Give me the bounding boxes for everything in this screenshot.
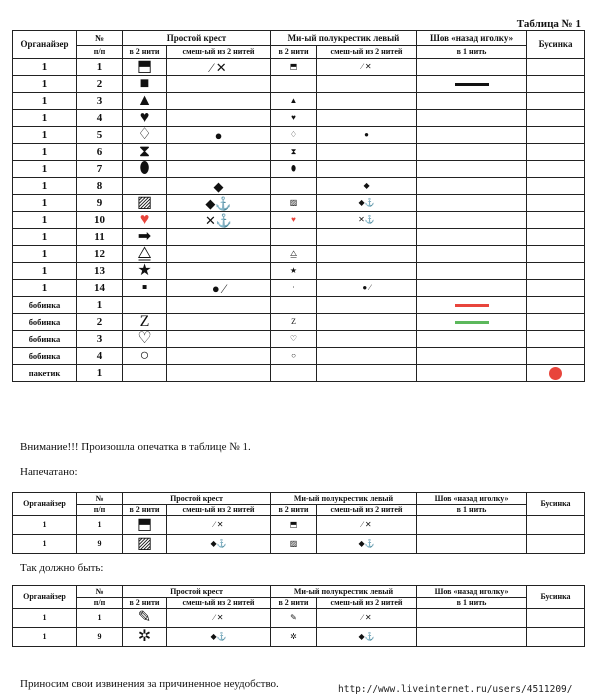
correct-header-no-bottom: п/п	[77, 598, 123, 609]
cross-mixed-symbol	[167, 161, 271, 178]
half-two-threads-symbol: Z	[271, 314, 317, 331]
bead-dot	[549, 367, 562, 380]
printed-label: Напечатано:	[20, 466, 78, 478]
printed-header-no-bottom: п/п	[77, 505, 123, 516]
half-mixed-symbol	[317, 93, 417, 110]
notice-text: Внимание!!! Произошла опечатка в таблице № 1.	[20, 441, 251, 453]
half-two-threads-symbol: ⬒	[271, 59, 317, 76]
half-two-threads-symbol: ⧗	[271, 144, 317, 161]
organizer-cell: 1	[13, 127, 77, 144]
cross-mixed-symbol: ◆	[167, 178, 271, 195]
table-row	[13, 246, 585, 263]
header-cross-mixed: смеш-ый из 2 нитей	[167, 46, 271, 59]
half-two-threads-symbol	[271, 229, 317, 246]
table-row	[13, 331, 585, 348]
header-half-mixed: смеш-ый из 2 нитей	[317, 46, 417, 59]
half-mixed-symbol: ●	[317, 127, 417, 144]
backstitch-cell	[417, 263, 527, 280]
half-two-threads-symbol: ○	[271, 348, 317, 365]
table-row	[13, 127, 585, 144]
printed-header-back: Шов «назад иголку»	[417, 493, 527, 505]
printed-header-cross-two: в 2 нити	[123, 505, 167, 516]
cross-two-threads-symbol: ▲	[123, 93, 167, 110]
cross-mixed-symbol	[167, 263, 271, 280]
table-row	[13, 110, 585, 127]
table-row	[13, 535, 585, 554]
half-mixed-symbol	[317, 365, 417, 382]
correct-header-bead: Бусинка	[527, 586, 585, 609]
cross-mixed-symbol	[167, 144, 271, 161]
half-mixed-symbol: ⁄ ✕	[317, 59, 417, 76]
organizer-cell: бобинка	[13, 314, 77, 331]
cross-mixed-symbol: ⁄ ✕	[167, 59, 271, 76]
half-mixed-symbol: ◆⚓	[317, 195, 417, 212]
backstitch-cell	[417, 609, 527, 628]
backstitch-cell	[417, 127, 527, 144]
bead-cell	[527, 365, 585, 382]
organizer-cell: 1	[13, 110, 77, 127]
bead-cell	[527, 127, 585, 144]
backstitch-cell	[417, 76, 527, 93]
number-cell: 1	[77, 59, 123, 76]
half-two-threads-symbol	[271, 76, 317, 93]
bead-cell	[527, 144, 585, 161]
organizer-cell: бобинка	[13, 348, 77, 365]
backstitch-cell	[417, 246, 527, 263]
backstitch-cell	[417, 280, 527, 297]
cross-two-threads-symbol: ♡	[123, 331, 167, 348]
cross-two-threads-symbol	[123, 297, 167, 314]
cross-mixed-symbol	[167, 314, 271, 331]
backstitch-cell	[417, 110, 527, 127]
number-cell: 9	[77, 195, 123, 212]
number-cell: 9	[77, 628, 123, 647]
black-line	[455, 83, 489, 86]
cross-two-threads-symbol: ■	[123, 76, 167, 93]
organizer-cell: 1	[13, 144, 77, 161]
correct-header-no-top: №	[77, 586, 123, 598]
backstitch-cell	[417, 59, 527, 76]
organizer-cell: 1	[13, 76, 77, 93]
half-mixed-symbol	[317, 110, 417, 127]
bead-cell	[527, 314, 585, 331]
cross-two-threads-symbol: ▨	[123, 535, 167, 554]
table-row	[13, 628, 585, 647]
watermark-url: http://www.liveinternet.ru/users/4511209/	[338, 684, 573, 695]
cross-mixed-symbol: ✕⚓	[167, 212, 271, 229]
backstitch-cell	[417, 229, 527, 246]
table-row	[13, 609, 585, 628]
printed-header-half: Ми-ый полукрестик левый	[271, 493, 417, 505]
organizer-cell: 1	[13, 195, 77, 212]
backstitch-cell	[417, 365, 527, 382]
table-row	[13, 297, 585, 314]
cross-two-threads-symbol: ✎	[123, 609, 167, 628]
number-cell: 2	[77, 314, 123, 331]
printed-header-back-one: в 1 нить	[417, 505, 527, 516]
table-row	[13, 195, 585, 212]
half-two-threads-symbol: ·	[271, 280, 317, 297]
half-two-threads-symbol: ✎	[271, 609, 317, 628]
cross-two-threads-symbol: ⬒	[123, 59, 167, 76]
backstitch-cell	[417, 516, 527, 535]
number-cell: 1	[77, 516, 123, 535]
bead-cell	[527, 348, 585, 365]
number-cell: 7	[77, 161, 123, 178]
backstitch-cell	[417, 212, 527, 229]
half-two-threads-symbol	[271, 178, 317, 195]
cross-mixed-symbol	[167, 348, 271, 365]
printed-header-half-two: в 2 нити	[271, 505, 317, 516]
table-row	[13, 59, 585, 76]
cross-two-threads-symbol: ♥	[123, 212, 167, 229]
correct-label: Так должно быть:	[20, 562, 104, 574]
bead-cell	[527, 535, 585, 554]
half-mixed-symbol	[317, 331, 417, 348]
cross-two-threads-symbol: ▪	[123, 280, 167, 297]
backstitch-cell	[417, 348, 527, 365]
correct-header-half-two: в 2 нити	[271, 598, 317, 609]
table-row	[13, 229, 585, 246]
organizer-cell: 1	[13, 246, 77, 263]
cross-mixed-symbol: ◆⚓	[167, 195, 271, 212]
cross-mixed-symbol: ● ⁄	[167, 280, 271, 297]
bead-cell	[527, 93, 585, 110]
half-two-threads-symbol: ♥	[271, 110, 317, 127]
half-two-threads-symbol	[271, 297, 317, 314]
number-cell: 13	[77, 263, 123, 280]
organizer-cell: 1	[13, 535, 77, 554]
correct-header-back-one: в 1 нить	[417, 598, 527, 609]
organizer-cell: пакетик	[13, 365, 77, 382]
number-cell: 4	[77, 348, 123, 365]
backstitch-cell	[417, 93, 527, 110]
half-two-threads-symbol	[271, 365, 317, 382]
table-row	[13, 263, 585, 280]
organizer-cell: 1	[13, 59, 77, 76]
number-cell: 4	[77, 110, 123, 127]
half-mixed-symbol	[317, 263, 417, 280]
table-row	[13, 280, 585, 297]
bead-cell	[527, 331, 585, 348]
half-two-threads-symbol: ▨	[271, 195, 317, 212]
printed-header-bead: Бусинка	[527, 493, 585, 516]
cross-two-threads-symbol: ★	[123, 263, 167, 280]
header-half-two: в 2 нити	[271, 46, 317, 59]
correct-header-cross-two: в 2 нити	[123, 598, 167, 609]
bead-cell	[527, 628, 585, 647]
half-two-threads-symbol: ✲	[271, 628, 317, 647]
organizer-cell: 1	[13, 229, 77, 246]
half-mixed-symbol: ⁄ ✕	[317, 516, 417, 535]
cross-two-threads-symbol: ♢	[123, 127, 167, 144]
cross-two-threads-symbol: Z	[123, 314, 167, 331]
table-row	[13, 144, 585, 161]
bead-cell	[527, 297, 585, 314]
cross-mixed-symbol	[167, 246, 271, 263]
half-two-threads-symbol: ▨	[271, 535, 317, 554]
cross-two-threads-symbol: ✲	[123, 628, 167, 647]
half-mixed-symbol: ● ⁄	[317, 280, 417, 297]
header-back: Шов «назад иголку»	[417, 31, 527, 46]
cross-mixed-symbol	[167, 93, 271, 110]
half-mixed-symbol	[317, 76, 417, 93]
table-row	[13, 161, 585, 178]
organizer-cell: 1	[13, 93, 77, 110]
number-cell: 11	[77, 229, 123, 246]
cross-mixed-symbol	[167, 76, 271, 93]
half-two-threads-symbol: ♥	[271, 212, 317, 229]
table-row	[13, 93, 585, 110]
organizer-cell: бобинка	[13, 331, 77, 348]
header-cross-two: в 2 нити	[123, 46, 167, 59]
half-two-threads-symbol: ⬒	[271, 516, 317, 535]
number-cell: 1	[77, 365, 123, 382]
organizer-cell: 1	[13, 280, 77, 297]
number-cell: 1	[77, 609, 123, 628]
number-cell: 6	[77, 144, 123, 161]
table-row	[13, 76, 585, 93]
header-no-top: №	[77, 31, 123, 46]
printed-header-cross: Простой крест	[123, 493, 271, 505]
printed-header-no-top: №	[77, 493, 123, 505]
table-row	[13, 314, 585, 331]
bead-cell	[527, 161, 585, 178]
bead-cell	[527, 246, 585, 263]
header-cross: Простой крест	[123, 31, 271, 46]
correct-table	[12, 585, 585, 647]
green-line	[455, 321, 489, 324]
cross-two-threads-symbol: ♥	[123, 110, 167, 127]
number-cell: 3	[77, 93, 123, 110]
cross-mixed-symbol: ⁄ ✕	[167, 516, 271, 535]
backstitch-cell	[417, 297, 527, 314]
backstitch-cell	[417, 195, 527, 212]
header-half: Ми-ый полукрестик левый	[271, 31, 417, 46]
half-mixed-symbol: ◆⚓	[317, 535, 417, 554]
half-two-threads-symbol: ⧋	[271, 246, 317, 263]
printed-header-cross-mixed: смеш-ый из 2 нитей	[167, 505, 271, 516]
cross-mixed-symbol	[167, 229, 271, 246]
cross-mixed-symbol: ⁄ ✕	[167, 609, 271, 628]
organizer-cell: 1	[13, 609, 77, 628]
backstitch-cell	[417, 161, 527, 178]
cross-two-threads-symbol: ○	[123, 348, 167, 365]
cross-mixed-symbol	[167, 365, 271, 382]
cross-mixed-symbol: ●	[167, 127, 271, 144]
half-two-threads-symbol: ★	[271, 263, 317, 280]
bead-cell	[527, 178, 585, 195]
organizer-cell: 1	[13, 516, 77, 535]
half-mixed-symbol	[317, 297, 417, 314]
table-row	[13, 348, 585, 365]
cross-mixed-symbol: ◆⚓	[167, 628, 271, 647]
organizer-cell: 1	[13, 161, 77, 178]
number-cell: 5	[77, 127, 123, 144]
bead-cell	[527, 280, 585, 297]
correct-header-half: Ми-ый полукрестик левый	[271, 586, 417, 598]
bead-cell	[527, 76, 585, 93]
correct-header-half-mixed: смеш-ый из 2 нитей	[317, 598, 417, 609]
backstitch-cell	[417, 144, 527, 161]
header-bead: Бусинка	[527, 31, 585, 59]
backstitch-cell	[417, 314, 527, 331]
correct-header-cross: Простой крест	[123, 586, 271, 598]
bead-cell	[527, 263, 585, 280]
organizer-cell: 1	[13, 212, 77, 229]
cross-two-threads-symbol: ▨	[123, 195, 167, 212]
cross-two-threads-symbol: ➡	[123, 229, 167, 246]
table-row	[13, 516, 585, 535]
correct-header-org: Органайзер	[13, 586, 77, 609]
cross-two-threads-symbol	[123, 365, 167, 382]
number-cell: 2	[77, 76, 123, 93]
red-line	[455, 304, 489, 307]
cross-mixed-symbol	[167, 297, 271, 314]
cross-two-threads-symbol: ⬮	[123, 161, 167, 178]
bead-cell	[527, 212, 585, 229]
printed-table	[12, 492, 585, 554]
half-mixed-symbol	[317, 229, 417, 246]
cross-two-threads-symbol: ⧗	[123, 144, 167, 161]
bead-cell	[527, 110, 585, 127]
table-row	[13, 365, 585, 382]
bead-cell	[527, 59, 585, 76]
number-cell: 8	[77, 178, 123, 195]
half-two-threads-symbol: ⬮	[271, 161, 317, 178]
backstitch-cell	[417, 178, 527, 195]
printed-header-half-mixed: смеш-ый из 2 нитей	[317, 505, 417, 516]
half-mixed-symbol: ◆⚓	[317, 628, 417, 647]
bead-cell	[527, 195, 585, 212]
header-org: Органайзер	[13, 31, 77, 59]
organizer-cell: 1	[13, 178, 77, 195]
main-table	[12, 30, 585, 382]
organizer-cell: 1	[13, 263, 77, 280]
cross-mixed-symbol: ◆⚓	[167, 535, 271, 554]
cross-two-threads-symbol	[123, 178, 167, 195]
cross-two-threads-symbol: ⧋	[123, 246, 167, 263]
organizer-cell: бобинка	[13, 297, 77, 314]
organizer-cell: 1	[13, 628, 77, 647]
half-two-threads-symbol: ▲	[271, 93, 317, 110]
bead-cell	[527, 609, 585, 628]
backstitch-cell	[417, 535, 527, 554]
half-mixed-symbol	[317, 161, 417, 178]
half-mixed-symbol	[317, 246, 417, 263]
number-cell: 3	[77, 331, 123, 348]
apology-text: Приносим свои извинения за причиненное неудобство.	[20, 678, 279, 690]
number-cell: 14	[77, 280, 123, 297]
correct-header-back: Шов «назад иголку»	[417, 586, 527, 598]
cross-two-threads-symbol: ⬒	[123, 516, 167, 535]
backstitch-cell	[417, 628, 527, 647]
backstitch-cell	[417, 331, 527, 348]
header-no-bottom: п/п	[77, 46, 123, 59]
header-back-one: в 1 нить	[417, 46, 527, 59]
cross-mixed-symbol	[167, 110, 271, 127]
number-cell: 1	[77, 297, 123, 314]
half-mixed-symbol: ✕⚓	[317, 212, 417, 229]
half-mixed-symbol	[317, 144, 417, 161]
half-mixed-symbol: ◆	[317, 178, 417, 195]
table-title: Таблица № 1	[516, 18, 581, 30]
half-mixed-symbol	[317, 348, 417, 365]
half-two-threads-symbol: ♢	[271, 127, 317, 144]
correct-header-cross-mixed: смеш-ый из 2 нитей	[167, 598, 271, 609]
bead-cell	[527, 229, 585, 246]
half-mixed-symbol: ⁄ ✕	[317, 609, 417, 628]
number-cell: 12	[77, 246, 123, 263]
number-cell: 9	[77, 535, 123, 554]
cross-mixed-symbol	[167, 331, 271, 348]
printed-header-org: Органайзер	[13, 493, 77, 516]
half-mixed-symbol	[317, 314, 417, 331]
number-cell: 10	[77, 212, 123, 229]
table-row	[13, 178, 585, 195]
bead-cell	[527, 516, 585, 535]
table-row	[13, 212, 585, 229]
half-two-threads-symbol: ♡	[271, 331, 317, 348]
